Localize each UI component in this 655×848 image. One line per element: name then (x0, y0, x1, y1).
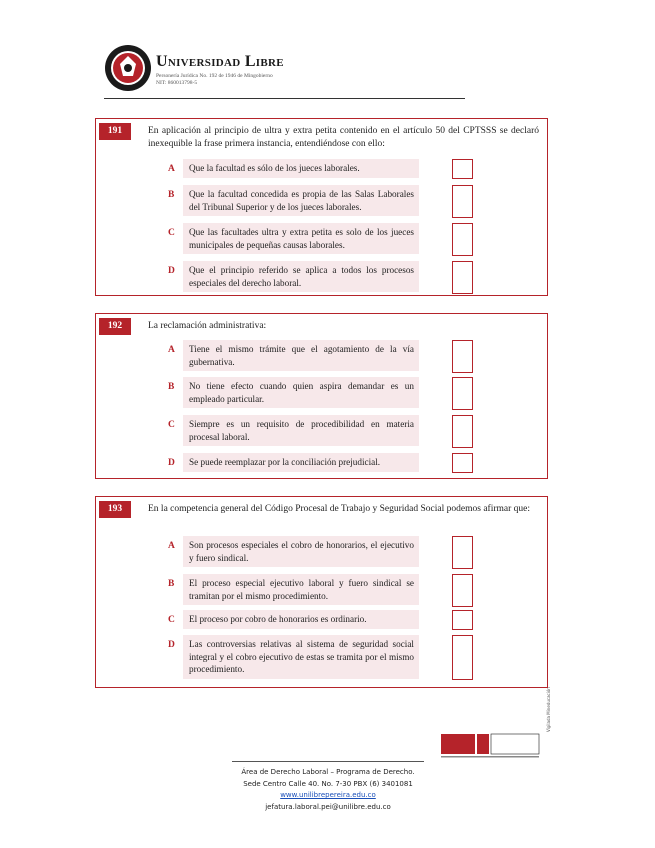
answer-checkbox[interactable] (452, 377, 473, 410)
question-text: En la competencia general del Código Procesal de Trabajo y Seguridad Social podemos afirmar que: (148, 504, 531, 514)
answer-checkbox[interactable] (452, 159, 473, 179)
website-link[interactable]: www.unilibrepereira.edu.co (280, 791, 376, 799)
option-letter: A (168, 164, 175, 174)
question-text: La reclamación administrativa: (148, 321, 267, 331)
university-legal-info: Personería Jurídica No. 192 de 1946 de Mingobierno NIT: 860013798-5 (156, 73, 273, 86)
option-text: El proceso por cobro de honorarios es ordinario. (183, 610, 419, 629)
option-letter: C (168, 420, 175, 430)
footer-contact (200, 767, 456, 813)
footer-divider (232, 761, 424, 762)
option-letter: D (168, 266, 175, 276)
option-letter: D (168, 640, 175, 650)
answer-checkbox[interactable] (452, 574, 473, 607)
option-letter: B (168, 579, 175, 589)
option-text: Tiene el mismo trámite que el agotamiento de la vía gubernativa. (183, 340, 419, 371)
question-block-193 (95, 496, 548, 688)
option-letter: D (168, 458, 175, 468)
option-letter: B (168, 190, 175, 200)
header-divider (104, 98, 465, 99)
answer-checkbox[interactable] (452, 185, 473, 218)
answer-checkbox[interactable] (452, 536, 473, 569)
option-letter: C (168, 615, 175, 625)
option-letter: B (168, 382, 175, 392)
answer-checkbox[interactable] (452, 453, 473, 473)
answer-checkbox[interactable] (452, 610, 473, 630)
question-block-191 (95, 118, 548, 296)
option-text: Que la facultad es sólo de los jueces laborales. (183, 159, 419, 178)
accreditation-logo-icon (441, 730, 541, 760)
option-text: Siempre es un requisito de procedibilidad en materia procesal laboral. (183, 415, 419, 446)
vigilada-mark: Vigilada Mineducación (546, 687, 551, 732)
option-text: Son procesos especiales el cobro de honorarios, el ejecutivo y fuero sindical. (183, 536, 419, 567)
footer-address: Sede Centro Calle 40. No. 7-30 PBX (6) 3401081 (243, 779, 413, 788)
question-number: 191 (99, 123, 131, 140)
footer-department: Área de Derecho Laboral – Programa de Derecho. (241, 768, 415, 776)
university-name: Universidad Libre (156, 53, 284, 70)
answer-checkbox[interactable] (452, 261, 473, 294)
option-text: El proceso especial ejecutivo laboral y fuero sindical se tramitan por el mismo procedimiento. (183, 574, 419, 605)
question-number: 193 (99, 501, 131, 518)
question-number: 192 (99, 318, 131, 335)
answer-checkbox[interactable] (452, 415, 473, 448)
option-text: Que las facultades ultra y extra petita es solo de los jueces municipales de pequeñas causas laborales. (183, 223, 419, 254)
option-letter: A (168, 345, 175, 355)
footer-email[interactable]: jefatura.laboral.pei@unilibre.edu.co (265, 802, 391, 811)
accreditation-logos (441, 730, 541, 760)
option-text: No tiene efecto cuando quien aspira demandar es un empleado particular. (183, 377, 419, 408)
university-seal-icon (104, 44, 152, 92)
option-text: Se puede reemplazar por la conciliación prejudicial. (183, 453, 419, 472)
option-text: Que el principio referido se aplica a todos los procesos especiales del derecho laboral. (183, 261, 419, 292)
question-block-192 (95, 313, 548, 479)
document-header (104, 44, 464, 98)
answer-checkbox[interactable] (452, 635, 473, 680)
option-letter: C (168, 228, 175, 238)
option-letter: A (168, 541, 175, 551)
answer-checkbox[interactable] (452, 223, 473, 256)
option-text: Que la facultad concedida es propia de las Salas Laborales del Tribunal Superior y de los jueces laborales. (183, 185, 419, 216)
option-text: Las controversias relativas al sistema de seguridad social integral y el cobro ejecutivo de estas se tramita por el mismo procedimiento. (183, 635, 419, 679)
answer-checkbox[interactable] (452, 340, 473, 373)
question-text: En aplicación al principio de ultra y extra petita contenido en el artículo 50 del CPTSSS se declaró inexequible la frase primera instancia, entendiéndose con ello: (148, 126, 539, 149)
